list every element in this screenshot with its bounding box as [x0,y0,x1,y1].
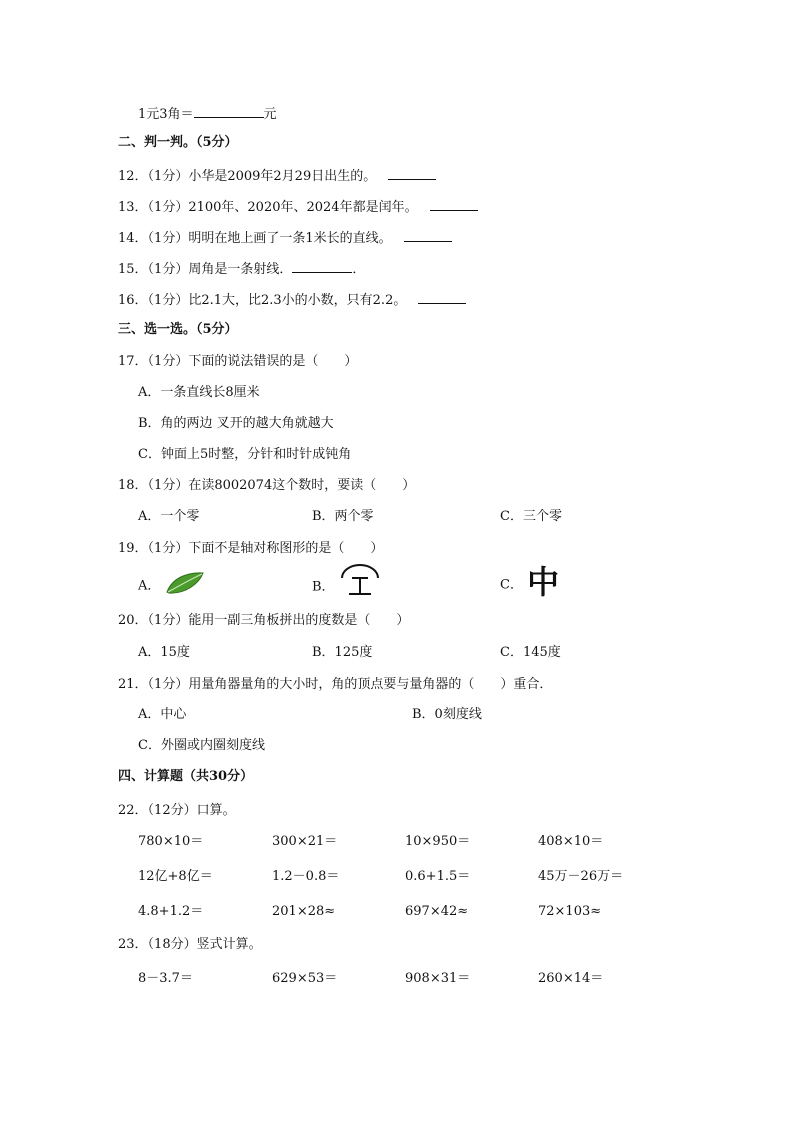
question-tail: ． [352,262,366,277]
question-text: 15．（1分）周角是一条射线． [118,262,293,277]
option-c[interactable]: C．三个零 [500,509,562,524]
question-21-stem: 21．（1分）用量角器量角的大小时，角的顶点要与量角器的（ ）重合． [118,677,553,692]
option-c[interactable] [500,563,560,601]
option-b[interactable]: B．0刻度线 [412,707,482,722]
calc-item: 72×103≈ [538,904,602,919]
answer-blank[interactable] [418,290,466,304]
option-label: A． [138,578,161,594]
calc-item: 201×28≈ [272,904,336,919]
calc-item: 1.2－0.8＝ [272,869,340,884]
leaf-icon [165,570,205,596]
option-a[interactable] [138,576,205,596]
calc-item: 300×21＝ [272,834,338,849]
answer-blank[interactable] [194,104,264,118]
calc-item: 629×53＝ [272,971,338,986]
zhong-character: 中 [527,563,560,601]
calc-item: 0.6+1.5＝ [405,869,471,884]
section-calc-title: 四、计算题（共30分） [118,769,254,784]
calc-item: 4.8+1.2＝ [138,904,204,919]
question-text: 14．（1分）明明在地上画了一条1米长的直线。 [118,231,392,246]
question-14 [118,228,452,248]
calc-item: 780×10＝ [138,834,204,849]
calc-item: 45万－26万＝ [538,869,624,884]
option-label: C． [500,577,523,593]
option-a[interactable]: A．中心 [138,707,187,722]
option-a[interactable]: A．15度 [138,645,190,660]
question-text: 16．（1分）比2.1大，比2.3小的小数，只有2.2。 [118,293,407,308]
calc-item: 697×42≈ [405,904,469,919]
answer-blank[interactable] [404,228,452,242]
q11-unit: 元 [263,107,277,122]
section-judge-title: 二、判一判。（5分） [118,135,238,150]
question-23-stem: 23．（18分）竖式计算。 [118,937,262,952]
question-text: 12．（1分）小华是2009年2月29日出生的。 [118,169,377,184]
option-label: B． [312,579,335,595]
calc-item: 260×14＝ [538,971,604,986]
question-22-stem: 22．（12分）口算。 [118,803,236,818]
calc-item: 8－3.7＝ [138,971,193,986]
option-b[interactable]: B．两个零 [312,509,374,524]
option-c[interactable]: C．外圈或内圈刻度线 [138,738,265,753]
question-17-stem: 17．（1分）下面的说法错误的是（ ） [118,354,358,369]
option-b[interactable]: B．角的两边 叉开的越大角就越大 [138,416,334,431]
umbrella-char-icon [339,564,381,598]
q11-tail [138,104,277,124]
option-a[interactable]: A．一个零 [138,509,200,524]
calc-item: 908×31＝ [405,971,471,986]
q11-text: 1元3角＝ [138,107,194,122]
calc-item: 10×950＝ [405,834,471,849]
answer-blank[interactable] [388,166,436,180]
question-20-stem: 20．（1分）能用一副三角板拼出的度数是（ ） [118,613,410,628]
question-13 [118,197,478,217]
question-text: 13．（1分）2100年、2020年、2024年都是闰年。 [118,200,418,215]
calc-item: 408×10＝ [538,834,604,849]
question-19-stem: 19．（1分）下面不是轴对称图形的是（ ） [118,541,384,556]
answer-blank[interactable] [430,197,478,211]
question-15 [118,259,365,279]
option-b[interactable] [312,576,381,598]
answer-blank[interactable] [292,259,352,273]
section-choose-title: 三、选一选。（5分） [118,322,238,337]
calc-item: 12亿+8亿＝ [138,869,213,884]
question-12 [118,166,436,186]
option-b[interactable]: B．125度 [312,645,373,660]
question-16 [118,290,466,310]
option-a[interactable]: A．一条直线长8厘米 [138,385,260,400]
option-c[interactable]: C．钟面上5时整，分针和时针成钝角 [138,447,352,462]
question-18-stem: 18．（1分）在读8002074这个数时，要读（ ） [118,478,416,493]
option-c[interactable]: C．145度 [500,645,561,660]
